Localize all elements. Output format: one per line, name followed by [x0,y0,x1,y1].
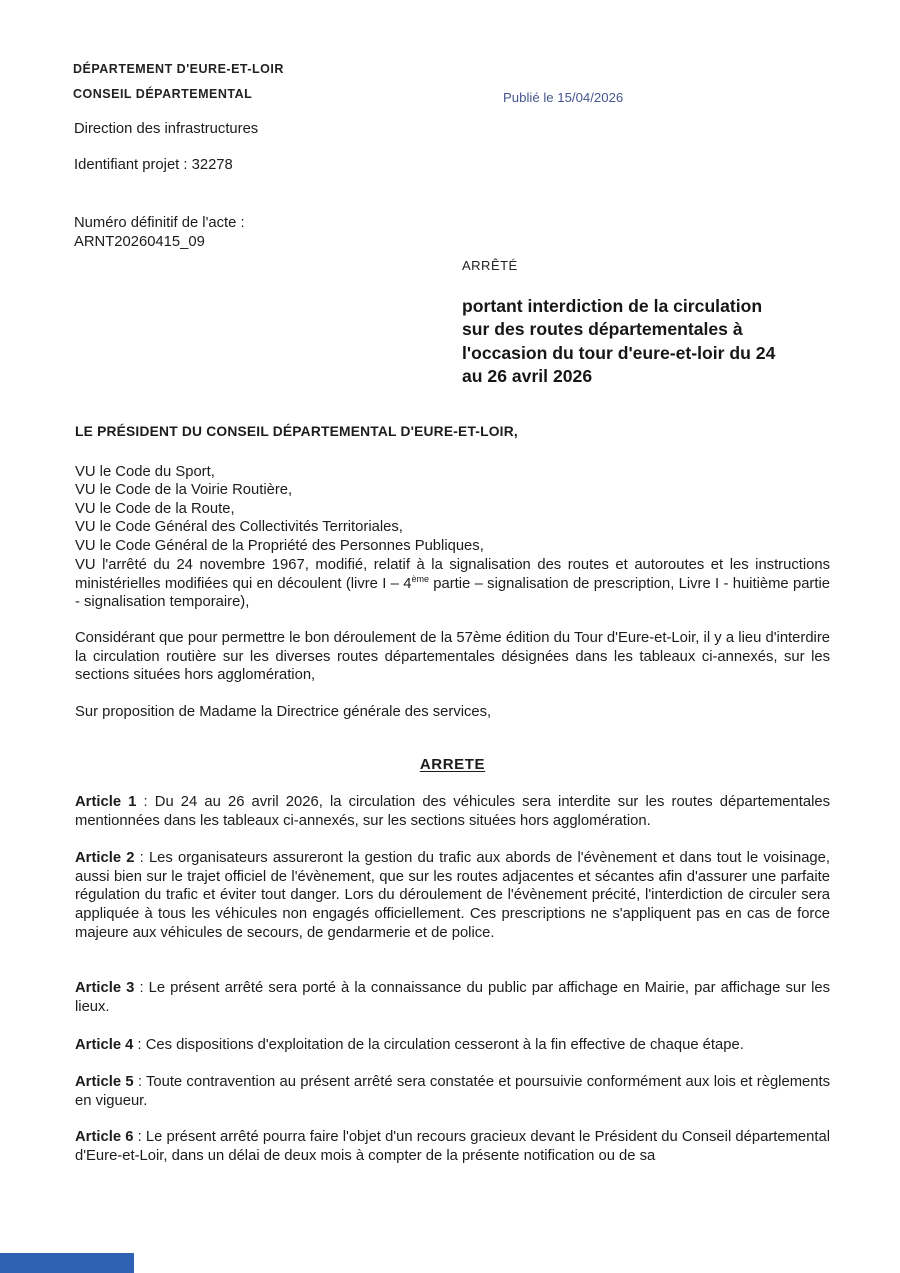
vu-item: VU le Code Général de la Propriété des Personnes Publiques, [75,537,484,554]
proposition-line: Sur proposition de Madame la Directrice générale des services, [75,704,492,720]
article-text: : Le présent arrêté sera porté à la connaissance du public par affichage en Mairie, par affichage sur les lieux. [75,980,830,1015]
arrete-heading: ARRETE [419,756,486,773]
vu-item: VU le Code de la Route, [75,500,235,517]
department-name: DÉPARTEMENT D'EURE-ET-LOIR [73,62,284,76]
vu-item: VU le Code du Sport, [75,464,215,480]
act-title-line: au 26 avril 2026 [462,366,593,387]
article-text: : Du 24 au 26 avril 2026, la circulation des véhicules sera interdite sur les routes départementales mentionnées dans les tableaux ci-annexés, sur les sections situées hors agglomération. [75,794,830,829]
vu-arrete-text: partie – signalisation de prescription, Livre I - huitième partie - signalisation temporaire), [75,575,830,611]
article-label: Article 1 [75,794,137,810]
article-label: Article 6 [75,1129,134,1145]
act-title-line: l'occasion du tour d'eure-et-loir du 24 [462,342,776,363]
act-title [462,295,832,389]
vu-list [75,463,484,555]
act-title-line: sur des routes départementales à [462,319,743,340]
considerant-paragraph: Considérant que pour permettre le bon déroulement de la 57ème édition du Tour d'Eure-et-Loir, il y a lieu d'interdire la circulation routière sur les diverses routes départementales désignées dans les tableaux ci-annexés, sur les sections situées hors agglomération, [75,630,830,684]
act-number-label: Numéro définitif de l'acte : [74,215,245,231]
article [75,1128,830,1165]
act-type-label: ARRÊTÉ [462,258,518,273]
direction-label: Direction des infrastructures [74,121,259,137]
article [75,849,830,943]
header-block [73,57,284,106]
article-label: Article 2 [75,850,135,866]
article-text: : Le présent arrêté pourra faire l'objet d'un recours gracieux devant le Président du Conseil départemental d'Eure-et-Loir, dans un délai de deux mois à compter de la présente notification ou de sa [75,1129,830,1164]
act-number: ARNT20260415_09 [74,233,205,250]
council-name: CONSEIL DÉPARTEMENTAL [73,86,253,101]
article-label: Article 5 [75,1074,134,1090]
project-id: Identifiant projet : 32278 [74,157,233,173]
published-date: Publié le 15/04/2026 [503,90,624,105]
article-text: : Ces dispositions d'exploitation de la circulation cesseront à la fin effective de chaque étape. [133,1037,744,1053]
president-line: LE PRÉSIDENT DU CONSEIL DÉPARTEMENTAL D'EURE-ET-LOIR, [75,424,518,439]
act-number-block [74,214,245,251]
vu-arrete-paragraph [75,556,830,612]
vu-item: VU le Code de la Voirie Routière, [75,482,293,499]
article-text: : Les organisateurs assureront la gestion du trafic aux abords de l'évènement et dans tout le voisinage, aussi bien sur le trajet officiel de l'évènement, que sur les routes adjacentes et sécantes afin d'assurer une parfaite régulation du trafic et éviter tout danger. Lors du déroulement de l'évènement précité, l'interdiction de circuler sera appliquée à tous les véhicules non engagés officiellement. Ces prescriptions ne s'appliquent pas en cas de force majeure aux véhicules de secours, de gendarmerie et de police. [75,850,830,941]
article [75,793,830,830]
article-label: Article 3 [75,980,135,996]
vu-item: VU le Code Général des Collectivités Territoriales, [75,519,403,536]
article [75,1073,830,1110]
article-text: : Toute contravention au présent arrêté sera constatée et poursuivie conformément aux lois et règlements en vigueur. [75,1074,830,1109]
vu-arrete-text: VU l'arrêté du 24 novembre 1967, modifié, relatif à la signalisation des routes et autoroutes et les instructions ministérielles modifiées qui en découlent (livre I – 4 [75,557,830,592]
article-label: Article 4 [75,1037,134,1053]
footer-blue-bar [0,1253,134,1273]
act-title-line: portant interdiction de la circulation [462,296,763,316]
ordinal-superscript: ème [411,573,429,584]
article [75,979,830,1016]
article [75,1036,830,1055]
